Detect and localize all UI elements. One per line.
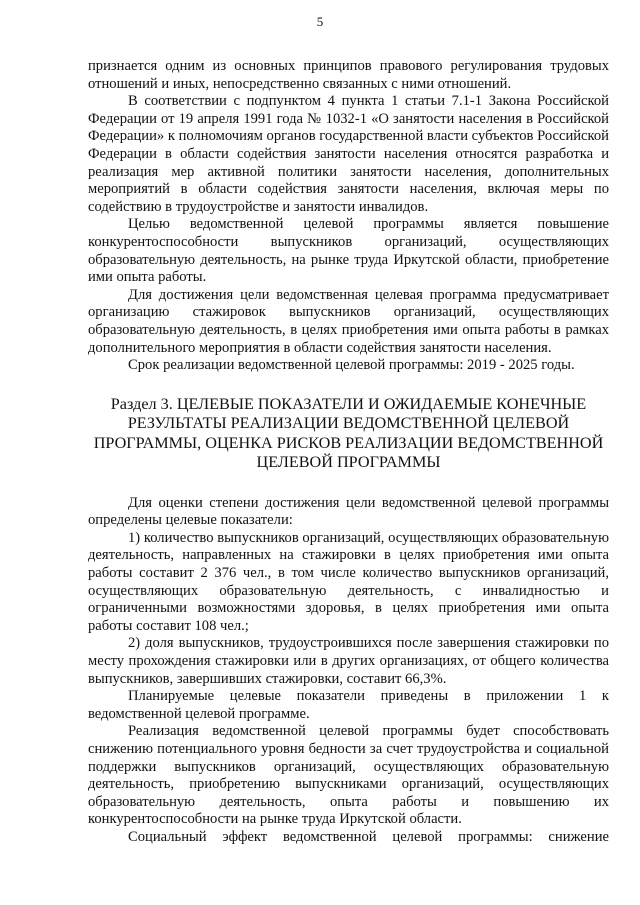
list-item-indicator-2: 2) доля выпускников, трудоустроившихся после завершения стажировки по месту прохождения стажировки или в других организациях, от общего количества выпускников, завершивших стажировки, составит 66,3%.: [88, 635, 609, 687]
paragraph-appendix-reference: Планируемые целевые показатели приведены в приложении 1 к ведомственной целевой программе.: [88, 688, 609, 722]
list-item-indicator-1: 1) количество выпускников организаций, осуществляющих образовательную деятельность, направленных на стажировки в целях приобретения ими опыта работы составит 2 376 чел., в том числе количество выпускников организаций, осуществляющих образовательную деятельность, с инвалидностью и ограниченными возможностями здоровья, в целях приобретения ими опыта работы составит 108 чел.;: [88, 529, 609, 634]
paragraph-program-period: Срок реализации ведомственной целевой программы: 2019 - 2025 годы.: [128, 357, 575, 374]
document-body: [88, 58, 609, 847]
section-title-line: ПРОГРАММЫ, ОЦЕНКА РИСКОВ РЕАЛИЗАЦИИ ВЕДОМСТВЕННОЙ: [93, 433, 604, 452]
paragraph-social-effect: Социальный эффект ведомственной целевой программы: снижение: [128, 828, 609, 845]
paragraph-indicators-intro: Для оценки степени достижения цели ведомственной целевой программы определены целевые показатели:: [88, 494, 609, 529]
section-title-line: Раздел 3. ЦЕЛЕВЫЕ ПОКАЗАТЕЛИ И ОЖИДАЕМЫЕ КОНЕЧНЫЕ: [110, 394, 587, 413]
section-title: [88, 395, 609, 473]
section-title-line: РЕЗУЛЬТАТЫ РЕАЛИЗАЦИИ ВЕДОМСТВЕННОЙ ЦЕЛЕВОЙ: [127, 414, 570, 433]
page-number: 5: [316, 14, 324, 29]
paragraph-program-goal: Целью ведомственной целевой программы является повышение конкурентоспособности выпускников организаций, осуществляющих образовательную деятельность, на рынке труда Иркутской области, приобретение ими опыта работы.: [88, 216, 609, 286]
paragraph-program-measures: Для достижения цели ведомственная целевая программа предусматривает организацию стажировок выпускников организаций, осуществляющих образовательную деятельность, в целях приобретения ими опыта работы в рамках дополнительного мероприятия в области содействия занятости населения.: [88, 286, 609, 356]
section-title-line: ЦЕЛЕВОЙ ПРОГРАММЫ: [256, 453, 441, 472]
paragraph-program-effect: Реализация ведомственной целевой программы будет способствовать снижению потенциального уровня бедности за счет трудоустройства и социальной поддержки выпускников организаций, осуществляющих образовательную деятельность, приобретению выпускниками организаций, осуществляющих образовательную деятельность, опыта работы и повышению их конкурентоспособности на рынке труда Иркутской области.: [88, 723, 609, 828]
paragraph-legal-basis: В соответствии с подпунктом 4 пункта 1 статьи 7.1-1 Закона Российской Федерации от 19 апреля 1991 года № 1032-1 «О занятости населения в Российской Федерации» к полномочиям органов государственной власти субъектов Российской Федерации в области содействия занятости населения относятся разработка и реализация мер активной политики занятости населения, дополнительных мероприятий в области содействия занятости населения, включая меры по содействию в трудоустройстве и занятости инвалидов.: [88, 93, 609, 215]
paragraph-continuation: признается одним из основных принципов правового регулирования трудовых отношений и иных, непосредственно связанных с ними отношений.: [88, 58, 609, 92]
